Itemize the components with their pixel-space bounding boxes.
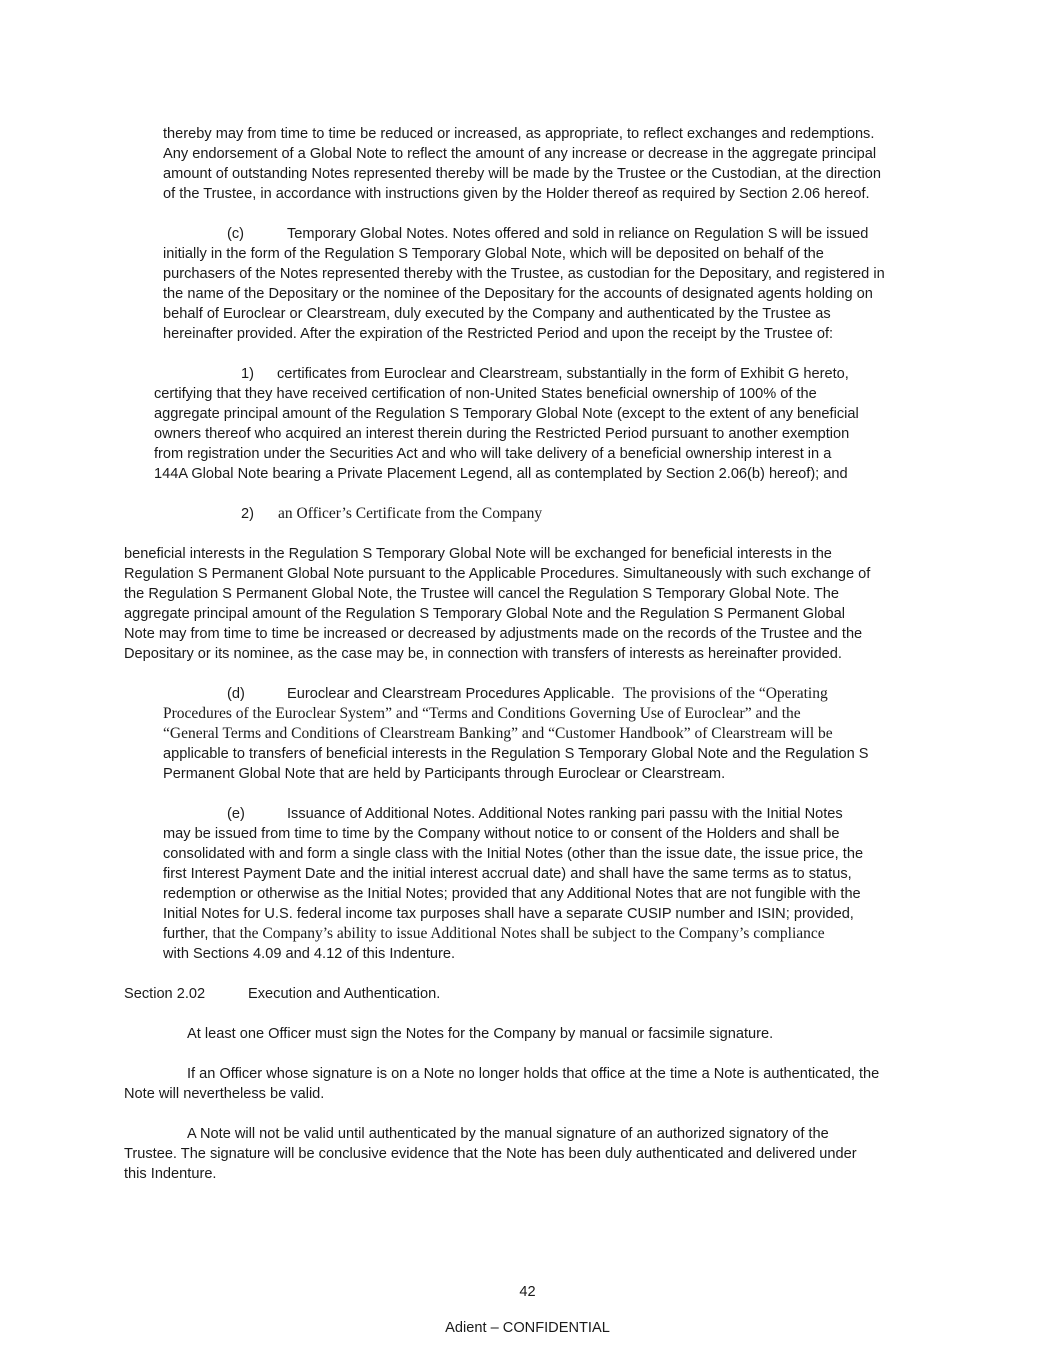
text-line: The provisions of the “Operating [622, 685, 828, 702]
text-line: certificates from Euroclear and Clearstream, substantially in the form of Exhibit G hereto, [277, 366, 849, 382]
text-line: 144A Global Note bearing a Private Placement Legend, all as contemplated by Section 2.06(b) hereof); and [154, 466, 848, 482]
text-line: Issuance of Additional Notes. Additional Notes ranking pari passu with the Initial Notes [287, 806, 843, 822]
text-line: purchasers of the Notes represented thereby with the Trustee, as custodian for the Depositary, and registered in [163, 266, 885, 282]
text-line: thereby may from time to time be reduced or increased, as appropriate, to reflect exchanges and redemptions. [163, 126, 875, 142]
text-line: Regulation S Permanent Global Note pursuant to the Applicable Procedures. Simultaneously with such exchange of [124, 566, 871, 582]
clause-label: (e) [227, 806, 245, 822]
text-line: Permanent Global Note that are held by Participants through Euroclear or Clearstream. [163, 766, 726, 782]
clause-heading: Euroclear and Clearstream Procedures Applicable. [287, 686, 615, 702]
paragraph-officer-validity [124, 1064, 879, 1104]
page-number: 42 [519, 1284, 536, 1300]
text-line: the Regulation S Permanent Global Note, the Trustee will cancel the Regulation S Temporary Global Note. The [124, 586, 839, 602]
text-line: If an Officer whose signature is on a Note no longer holds that office at the time a Note is authenticated, the [187, 1066, 880, 1082]
list-item-number: 1) [241, 366, 254, 382]
paragraph-global-note-endorsement [163, 124, 881, 204]
paragraph-d-euroclear-procedures [163, 684, 869, 784]
section-title: Execution and Authentication. [248, 986, 441, 1002]
text-line: owners thereof who acquired an interest therein during the Restricted Period pursuant to another exemption [154, 426, 850, 442]
text-line: Note may from time to time be increased or decreased by adjustments made on the records of the Trustee and the [124, 626, 863, 642]
confidential-footer: Adient – CONFIDENTIAL [445, 1320, 610, 1336]
text-fragment: further, [163, 926, 209, 942]
text-line: Trustee. The signature will be conclusive evidence that the Note has been duly authenticated and delivered under [124, 1146, 857, 1162]
list-item-number: 2) [241, 506, 254, 522]
list-item-officers-certificate [241, 504, 542, 524]
text-line: an Officer’s Certificate from the Company [278, 505, 543, 522]
paragraph-officer-signature [187, 1024, 773, 1044]
text-line: Note will nevertheless be valid. [124, 1086, 325, 1102]
text-line: from registration under the Securities Act and who will take delivery of a beneficial ownership interest in a [154, 446, 832, 462]
text-line: aggregate principal amount of the Regulation S Temporary Global Note and the Regulation S Permanent Global [124, 606, 845, 622]
text-line: redemption or otherwise as the Initial Notes; provided that any Additional Notes that are not fungible with the [163, 886, 861, 902]
clause-label: (c) [227, 226, 245, 242]
text-line: first Interest Payment Date and the initial interest accrual date) and shall have the same terms as to status, [163, 866, 852, 882]
text-line: with Sections 4.09 and 4.12 of this Indenture. [163, 946, 456, 962]
text-line: At least one Officer must sign the Notes for the Company by manual or facsimile signature. [187, 1026, 774, 1042]
text-line: certifying that they have received certification of non-United States beneficial ownership of 100% of the [154, 386, 817, 402]
text-line: the name of the Depositary or the nominee of the Depositary for the accounts of designated agents holding on [163, 286, 873, 302]
text-line: that the Company’s ability to issue Additional Notes shall be subject to the Company’s compliance [212, 925, 825, 942]
paragraph-note-authentication [124, 1124, 857, 1184]
text-line: amount of outstanding Notes represented thereby will be made by the Trustee or the Custodian, at the direction [163, 166, 881, 182]
text-line: beneficial interests in the Regulation S Temporary Global Note will be exchanged for beneficial interests in the [124, 546, 832, 562]
text-line: initially in the form of the Regulation S Temporary Global Note, which will be deposited on behalf of the [163, 246, 824, 262]
text-line: of the Trustee, in accordance with instructions given by the Holder thereof as required by Section 2.06 hereof. [163, 186, 870, 202]
text-line: Temporary Global Notes. Notes offered and sold in reliance on Regulation S will be issued [287, 226, 869, 242]
paragraph-beneficial-interests [124, 544, 870, 664]
text-line: Initial Notes for U.S. federal income tax purposes shall have a separate CUSIP number and ISIN; provided, [163, 906, 854, 922]
paragraph-e-additional-notes [163, 804, 863, 964]
text-line: behalf of Euroclear or Clearstream, duly executed by the Company and authenticated by the Trustee as [163, 306, 831, 322]
paragraph-c-temporary-global-notes [163, 224, 885, 344]
text-line: applicable to transfers of beneficial interests in the Regulation S Temporary Global Note and the Regulation S [163, 746, 869, 762]
section-heading [124, 984, 440, 1004]
text-line: Procedures of the Euroclear System” and “Terms and Conditions Governing Use of Euroclear” and the [163, 705, 801, 722]
text-line: hereinafter provided. After the expiration of the Restricted Period and upon the receipt by the Trustee of: [163, 326, 834, 342]
text-line: this Indenture. [124, 1166, 217, 1182]
text-line: may be issued from time to time by the Company without notice to or consent of the Holders and shall be [163, 826, 840, 842]
text-line: “General Terms and Conditions of Clearstream Banking” and “Customer Handbook” of Clearstream will be [163, 725, 833, 742]
text-line: A Note will not be valid until authenticated by the manual signature of an authorized signatory of the [187, 1126, 829, 1142]
text-line: consolidated with and form a single class with the Initial Notes (other than the issue date, the issue price, the [163, 846, 864, 862]
text-line: aggregate principal amount of the Regulation S Temporary Global Note (except to the extent of any beneficial [154, 406, 859, 422]
text-line: Depositary or its nominee, as the case may be, in connection with transfers of interests as hereinafter provided. [124, 646, 842, 662]
text-line: Any endorsement of a Global Note to reflect the amount of any increase or decrease in the aggregate principal [163, 146, 877, 162]
clause-label: (d) [227, 686, 245, 702]
list-item-certificates [154, 364, 859, 484]
section-number: Section 2.02 [124, 986, 206, 1002]
